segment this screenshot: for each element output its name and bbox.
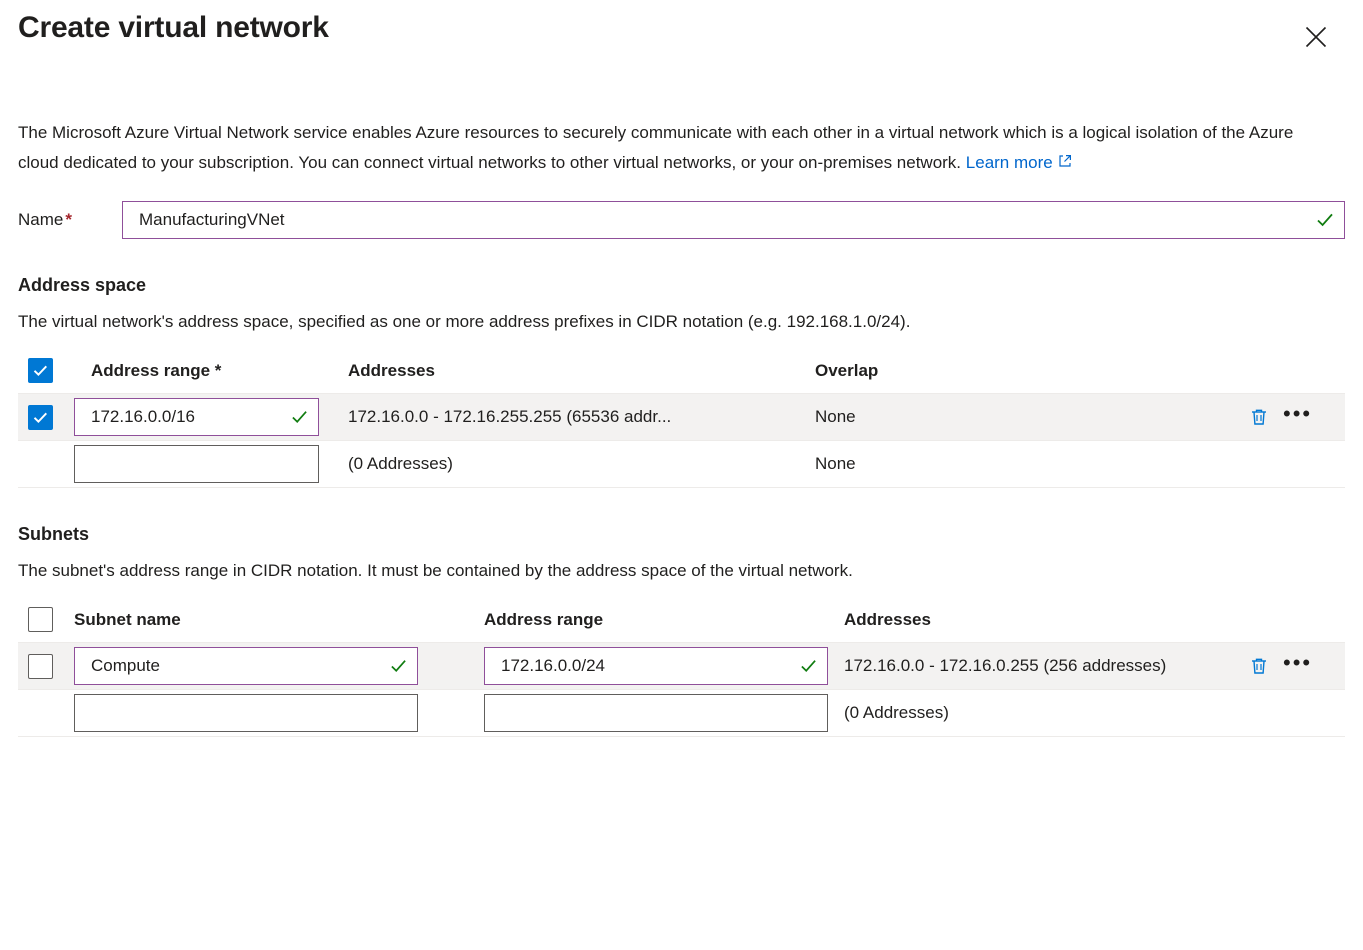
external-link-icon [1058, 148, 1072, 178]
subnet-addresses: 172.16.0.0 - 172.16.0.255 (256 addresses) [844, 656, 1167, 675]
subnet-row-actions [1249, 650, 1345, 676]
subnet-row-select-cell [18, 654, 74, 679]
required-asterisk: * [65, 210, 72, 229]
address-space-row [18, 394, 1345, 441]
address-space-overlap-empty: None [815, 454, 856, 473]
checkmark-icon [1316, 211, 1334, 229]
subnet-name-field-new[interactable] [74, 694, 418, 732]
subnet-addresses-empty: (0 Addresses) [844, 703, 949, 722]
address-space-row-empty [18, 441, 1345, 488]
name-label: Name * [18, 210, 72, 229]
subnet-row [18, 643, 1345, 690]
address-space-heading: Address space [18, 275, 147, 295]
name-row [18, 201, 1345, 239]
name-input[interactable] [123, 202, 1344, 238]
close-icon[interactable] [1299, 20, 1333, 54]
column-header-address-range: Address range * [91, 360, 222, 380]
address-space-overlap: None [815, 407, 856, 426]
panel-header [18, 0, 1345, 54]
address-space-row-actions [1249, 401, 1345, 427]
more-options-icon[interactable]: ••• [1283, 401, 1313, 426]
column-header-overlap: Overlap [815, 360, 879, 380]
intro-text: The Microsoft Azure Virtual Network service enables Azure resources to securely communicate with each other in a virtual network which is a logical isolation of the Azure cloud dedicated to your subscription. You can connect virtual networks to other virtual networks, or your on-premises network. [18, 123, 1294, 172]
address-range-field-new[interactable] [74, 445, 319, 483]
column-header-subnet-address-range: Address range [484, 609, 604, 629]
checkmark-icon [800, 658, 817, 675]
address-space-row-checkbox[interactable] [28, 405, 53, 430]
trash-icon[interactable] [1249, 656, 1269, 676]
subnet-row-checkbox[interactable] [28, 654, 53, 679]
name-field[interactable] [122, 201, 1345, 239]
subnet-name-input[interactable] [75, 648, 417, 684]
trash-icon[interactable] [1249, 407, 1269, 427]
column-header-subnet-addresses: Addresses [844, 609, 931, 629]
address-range-field[interactable] [74, 398, 319, 436]
subnets-heading: Subnets [18, 524, 90, 544]
subnet-name-input-new[interactable] [75, 695, 417, 731]
column-header-addresses: Addresses [348, 360, 435, 380]
subnet-name-field[interactable] [74, 647, 418, 685]
subnet-address-range-input-new[interactable] [485, 695, 827, 731]
subnet-address-range-field[interactable] [484, 647, 828, 685]
subnets-description: The subnet's address range in CIDR notation. It must be contained by the address space of the virtual network. [18, 561, 853, 580]
intro-paragraph [18, 118, 1338, 178]
checkmark-icon [390, 658, 407, 675]
address-space-select-all-checkbox[interactable] [28, 358, 53, 383]
address-space-addresses: 172.16.0.0 - 172.16.255.255 (65536 addr... [348, 407, 672, 426]
subnets-grid-header [18, 607, 1345, 643]
address-space-grid-header [18, 358, 1345, 394]
checkmark-icon [291, 409, 308, 426]
address-range-input-new[interactable] [75, 446, 318, 482]
address-space-row-select-cell [18, 405, 74, 430]
subnet-address-range-field-new[interactable] [484, 694, 828, 732]
column-header-subnet-name: Subnet name [74, 609, 181, 629]
page-title: Create virtual network [18, 11, 329, 44]
subnet-row-empty [18, 690, 1345, 737]
subnets-select-all-checkbox[interactable] [28, 607, 53, 632]
learn-more-link[interactable]: Learn more [965, 153, 1053, 172]
subnets-select-all-cell [18, 607, 74, 632]
address-space-description: The virtual network's address space, specified as one or more address prefixes in CIDR notation (e.g. 192.168.1.0/24). [18, 312, 911, 331]
more-options-icon[interactable]: ••• [1283, 650, 1313, 675]
subnet-address-range-input[interactable] [485, 648, 827, 684]
address-space-addresses-empty: (0 Addresses) [348, 454, 453, 473]
address-space-select-all-cell [18, 358, 74, 383]
address-range-input[interactable] [75, 399, 318, 435]
